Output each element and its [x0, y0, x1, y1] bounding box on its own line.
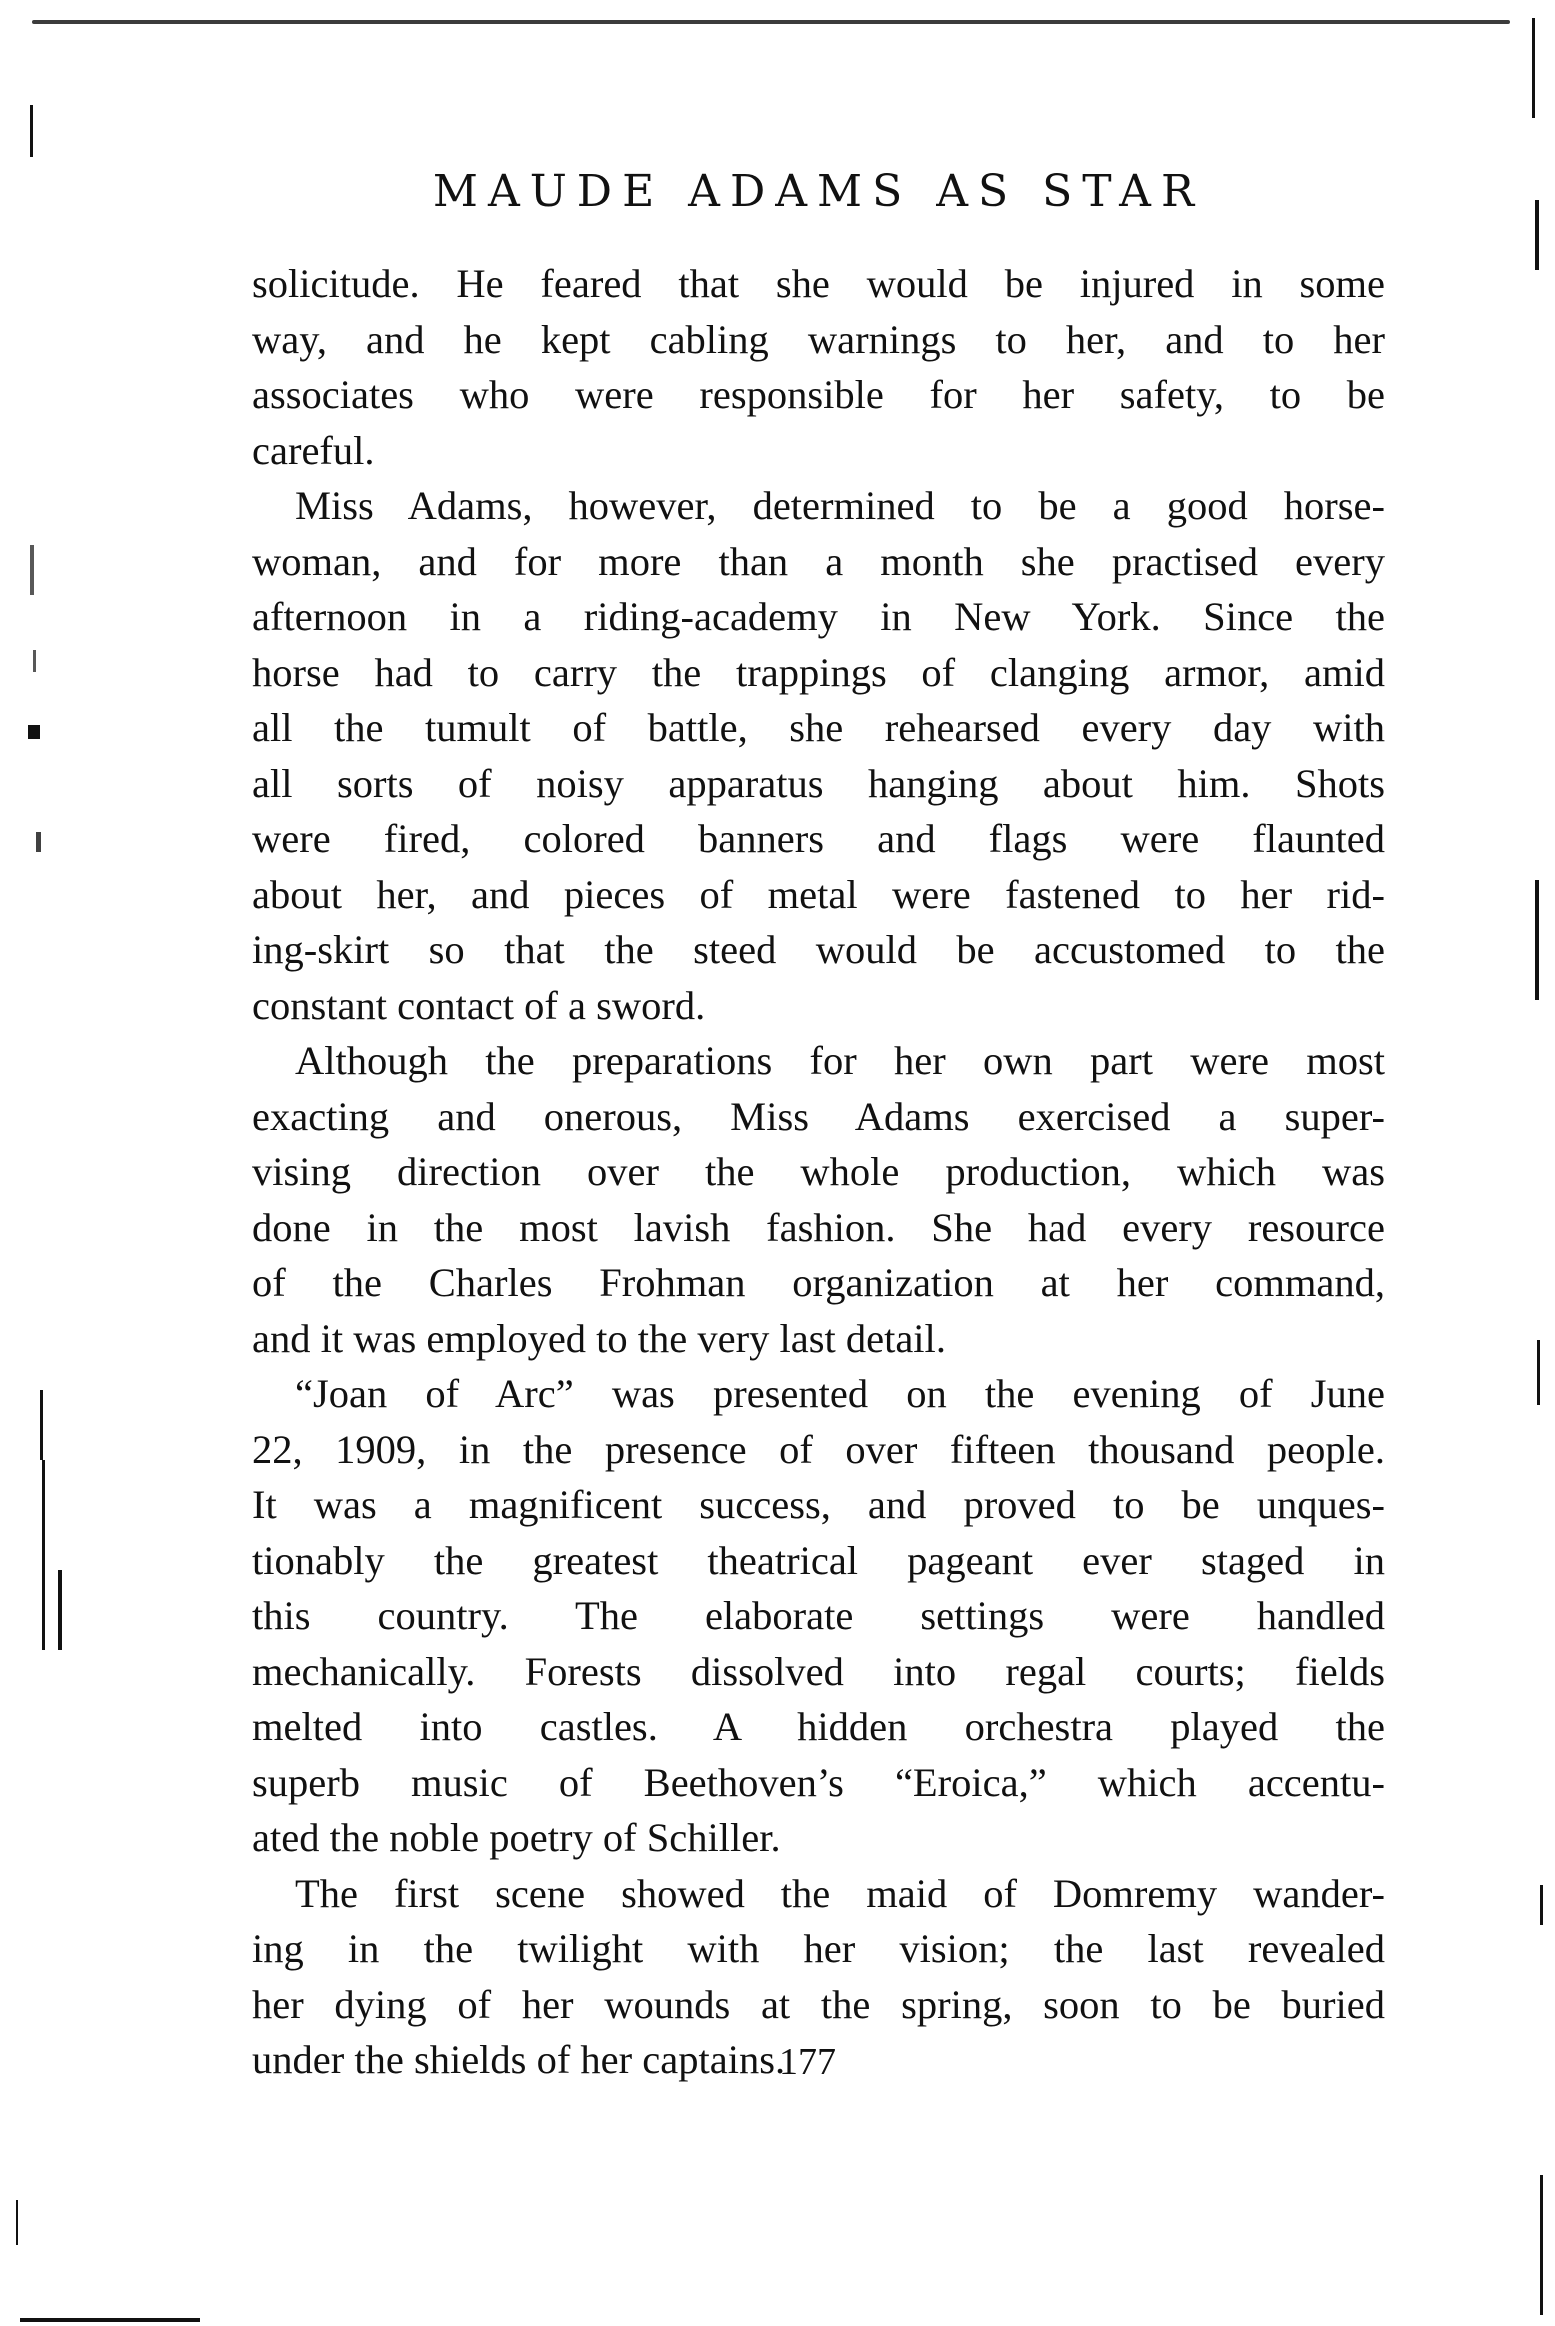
text-line: melted into castles. A hidden orchestra played the: [252, 1704, 1385, 1749]
text-line: The first scene showed the maid of Domremy wander-: [295, 1870, 1385, 1916]
text-line: 22, 1909, in the presence of over fifteen thousand people.: [252, 1426, 1385, 1472]
right-margin-mark: [1540, 1885, 1543, 1925]
text-line: vising direction over the whole production, which was: [252, 1149, 1385, 1194]
text-line: and it was employed to the very last detail.: [252, 1315, 946, 1361]
text-line: exacting and onerous, Miss Adams exercised a super-: [252, 1093, 1385, 1139]
text-line: tionably the greatest theatrical pageant ever staged in: [252, 1537, 1385, 1583]
text-line: horse had to carry the trappings of clanging armor, amid: [252, 649, 1385, 695]
running-head: MAUDE ADAMS AS STAR: [432, 166, 1205, 217]
text-line: solicitude. He feared that she would be injured in some: [252, 261, 1385, 306]
right-margin-mark: [1540, 2175, 1543, 2315]
top-edge-rule: [32, 20, 1510, 24]
text-line: constant contact of a sword.: [252, 982, 706, 1028]
right-margin-mark: [1535, 200, 1539, 270]
left-margin-mark: [40, 1390, 43, 1460]
right-margin-mark: [1532, 18, 1535, 118]
text-line: her dying of her wounds at the spring, soon to be buried: [252, 1981, 1385, 2027]
left-margin-mark: [58, 1570, 62, 1650]
right-margin-mark: [1537, 1340, 1540, 1405]
text-line: of the Charles Frohman organization at her command,: [252, 1260, 1385, 1305]
left-margin-mark: [28, 725, 40, 739]
text-line: about her, and pieces of metal were fastened to her rid-: [252, 871, 1385, 917]
left-margin-mark: [42, 1460, 45, 1650]
text-line: ing-skirt so that the steed would be accustomed to the: [252, 927, 1385, 972]
text-line: “Joan of Arc” was presented on the evening of June: [295, 1371, 1385, 1416]
text-line: were fired, colored banners and flags were flaunted: [252, 816, 1385, 861]
text-line: associates who were responsible for her safety, to be: [252, 372, 1385, 417]
text-line: under the shields of her captains.: [252, 2037, 786, 2082]
text-line: mechanically. Forests dissolved into regal courts; fields: [252, 1648, 1385, 1694]
left-margin-mark: [36, 832, 41, 852]
body-text: [252, 256, 1385, 2088]
left-margin-mark: [16, 2200, 18, 2245]
left-margin-mark: [30, 545, 34, 595]
left-margin-mark: [33, 650, 36, 672]
text-line: way, and he kept cabling warnings to her, and to her: [252, 316, 1385, 362]
page-number: 177: [779, 2041, 836, 2083]
text-line: ated the noble poetry of Schiller.: [252, 1815, 781, 1860]
text-line: done in the most lavish fashion. She had every resource: [252, 1204, 1385, 1250]
text-line: this country. The elaborate settings were handled: [252, 1593, 1385, 1638]
text-line: It was a magnificent success, and proved to be unques-: [252, 1482, 1385, 1527]
left-margin-mark: [30, 105, 33, 157]
text-line: superb music of Beethoven’s “Eroica,” which accentu-: [252, 1759, 1385, 1805]
text-line: careful.: [252, 427, 375, 473]
text-line: Although the preparations for her own part were most: [295, 1038, 1385, 1083]
text-line: afternoon in a riding-academy in New York. Since the: [252, 594, 1385, 639]
text-line: ing in the twilight with her vision; the last revealed: [252, 1926, 1385, 1971]
text-line: all sorts of noisy apparatus hanging about him. Shots: [252, 760, 1385, 806]
text-line: woman, and for more than a month she practised every: [252, 538, 1385, 584]
right-margin-mark: [1535, 880, 1539, 1000]
text-line: Miss Adams, however, determined to be a good horse-: [295, 483, 1385, 528]
text-line: all the tumult of battle, she rehearsed every day with: [252, 705, 1385, 750]
bottom-edge-rule: [20, 2318, 200, 2322]
